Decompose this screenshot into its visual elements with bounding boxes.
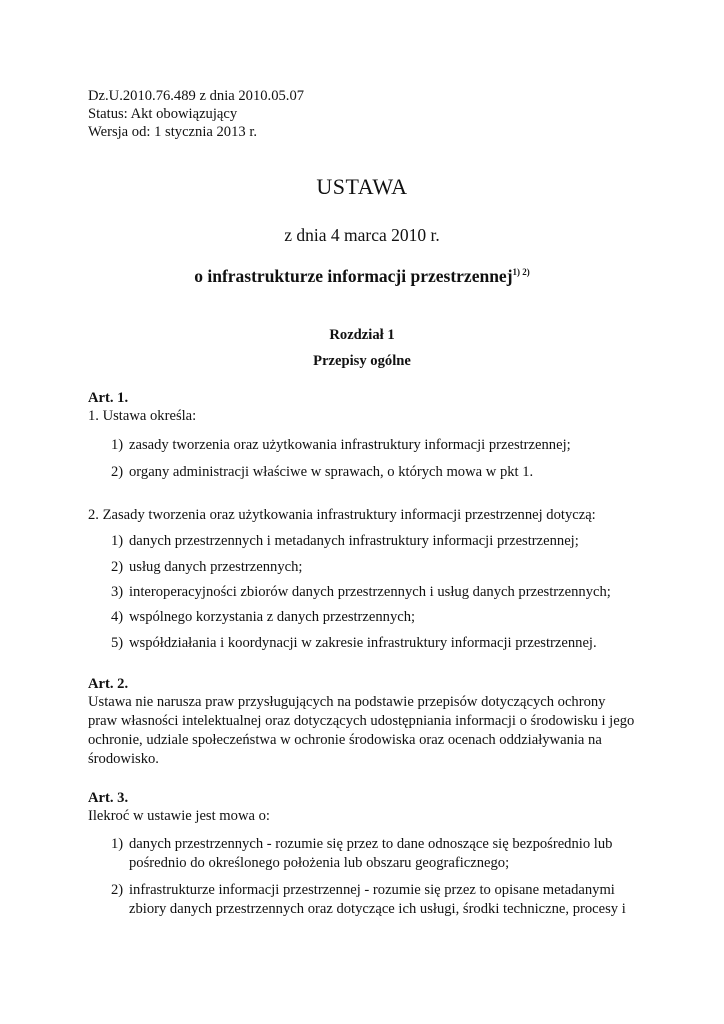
journal-reference: Dz.U.2010.76.489 z dnia 2010.05.07 xyxy=(88,88,305,104)
version-line: Wersja od: 1 stycznia 2013 r. xyxy=(88,124,258,140)
list-item xyxy=(111,634,597,652)
chapter-title: Przepisy ogólne xyxy=(313,353,411,369)
article-1-paragraph-2-intro: 2. Zasady tworzenia oraz użytkowania infrastruktury informacji przestrzennej dotyczą: xyxy=(88,507,596,523)
article-2-text-line: środowisko. xyxy=(88,751,159,767)
article-2-text-line: praw własności intelektualnej oraz dotyczących udostępniania informacji o środowisku i jego xyxy=(88,713,635,729)
list-item-text-continued: zbiory danych przestrzennych oraz dotyczące ich usługi, środki techniczne, procesy i xyxy=(129,901,626,917)
list-item xyxy=(111,881,626,918)
act-subject xyxy=(0,265,724,287)
list-item xyxy=(111,463,533,481)
list-item-number: 3) xyxy=(111,584,124,600)
list-item-text: infrastrukturze informacji przestrzennej - rozumie się przez to opisane metadanymi xyxy=(129,882,615,898)
list-item xyxy=(111,532,579,550)
list-item xyxy=(111,608,415,626)
article-3-heading: Art. 3. xyxy=(88,790,129,806)
list-item-number: 1) xyxy=(111,533,124,549)
list-item-text: organy administracji właściwe w sprawach, o których mowa w pkt 1. xyxy=(129,464,534,480)
list-item xyxy=(111,436,571,454)
article-1-heading: Art. 1. xyxy=(88,390,129,406)
list-item-number: 1) xyxy=(111,437,124,453)
act-type-title: USTAWA xyxy=(316,174,408,199)
act-date: z dnia 4 marca 2010 r. xyxy=(284,225,440,245)
list-item xyxy=(111,583,611,601)
status-line: Status: Akt obowiązujący xyxy=(88,106,238,122)
article-3-intro: Ilekroć w ustawie jest mowa o: xyxy=(88,808,270,824)
list-item-text: danych przestrzennych i metadanych infrastruktury informacji przestrzennej; xyxy=(129,533,579,549)
list-item-text: wspólnego korzystania z danych przestrzennych; xyxy=(129,609,416,625)
list-item-number: 5) xyxy=(111,635,124,651)
list-item-text: zasady tworzenia oraz użytkowania infrastruktury informacji przestrzennej; xyxy=(129,437,571,453)
article-2-text-line: ochronie, udziale społeczeństwa w ochronie środowiska oraz ocenach oddziaływania na xyxy=(88,732,602,748)
list-item-text-continued: pośrednio do określonego położenia lub obszaru geograficznego; xyxy=(129,855,510,871)
article-2-heading: Art. 2. xyxy=(88,676,129,692)
document-metadata xyxy=(88,87,304,141)
list-item-text: usług danych przestrzennych; xyxy=(129,559,303,575)
article-2-text-line: Ustawa nie narusza praw przysługujących na podstawie przepisów dotyczących ochrony xyxy=(88,694,606,710)
list-item-number: 1) xyxy=(111,836,124,852)
list-item-text: interoperacyjności zbiorów danych przestrzennych i usług danych przestrzennych; xyxy=(129,584,611,600)
act-subject-text: o infrastrukturze informacji przestrzennej xyxy=(194,266,513,286)
article-1-paragraph-1-intro: 1. Ustawa określa: xyxy=(88,408,197,424)
list-item-number: 2) xyxy=(111,559,124,575)
list-item-number: 2) xyxy=(111,882,124,898)
list-item-number: 4) xyxy=(111,609,124,625)
footnote-references[interactable]: 1) 2) xyxy=(512,267,530,277)
list-item-number: 2) xyxy=(111,464,124,480)
list-item xyxy=(111,835,612,872)
chapter-number: Rozdział 1 xyxy=(329,327,395,343)
list-item-text: danych przestrzennych - rozumie się przez to dane odnoszące się bezpośrednio lub xyxy=(129,836,613,852)
list-item xyxy=(111,558,302,576)
list-item-text: współdziałania i koordynacji w zakresie infrastruktury informacji przestrzennej. xyxy=(129,635,597,651)
